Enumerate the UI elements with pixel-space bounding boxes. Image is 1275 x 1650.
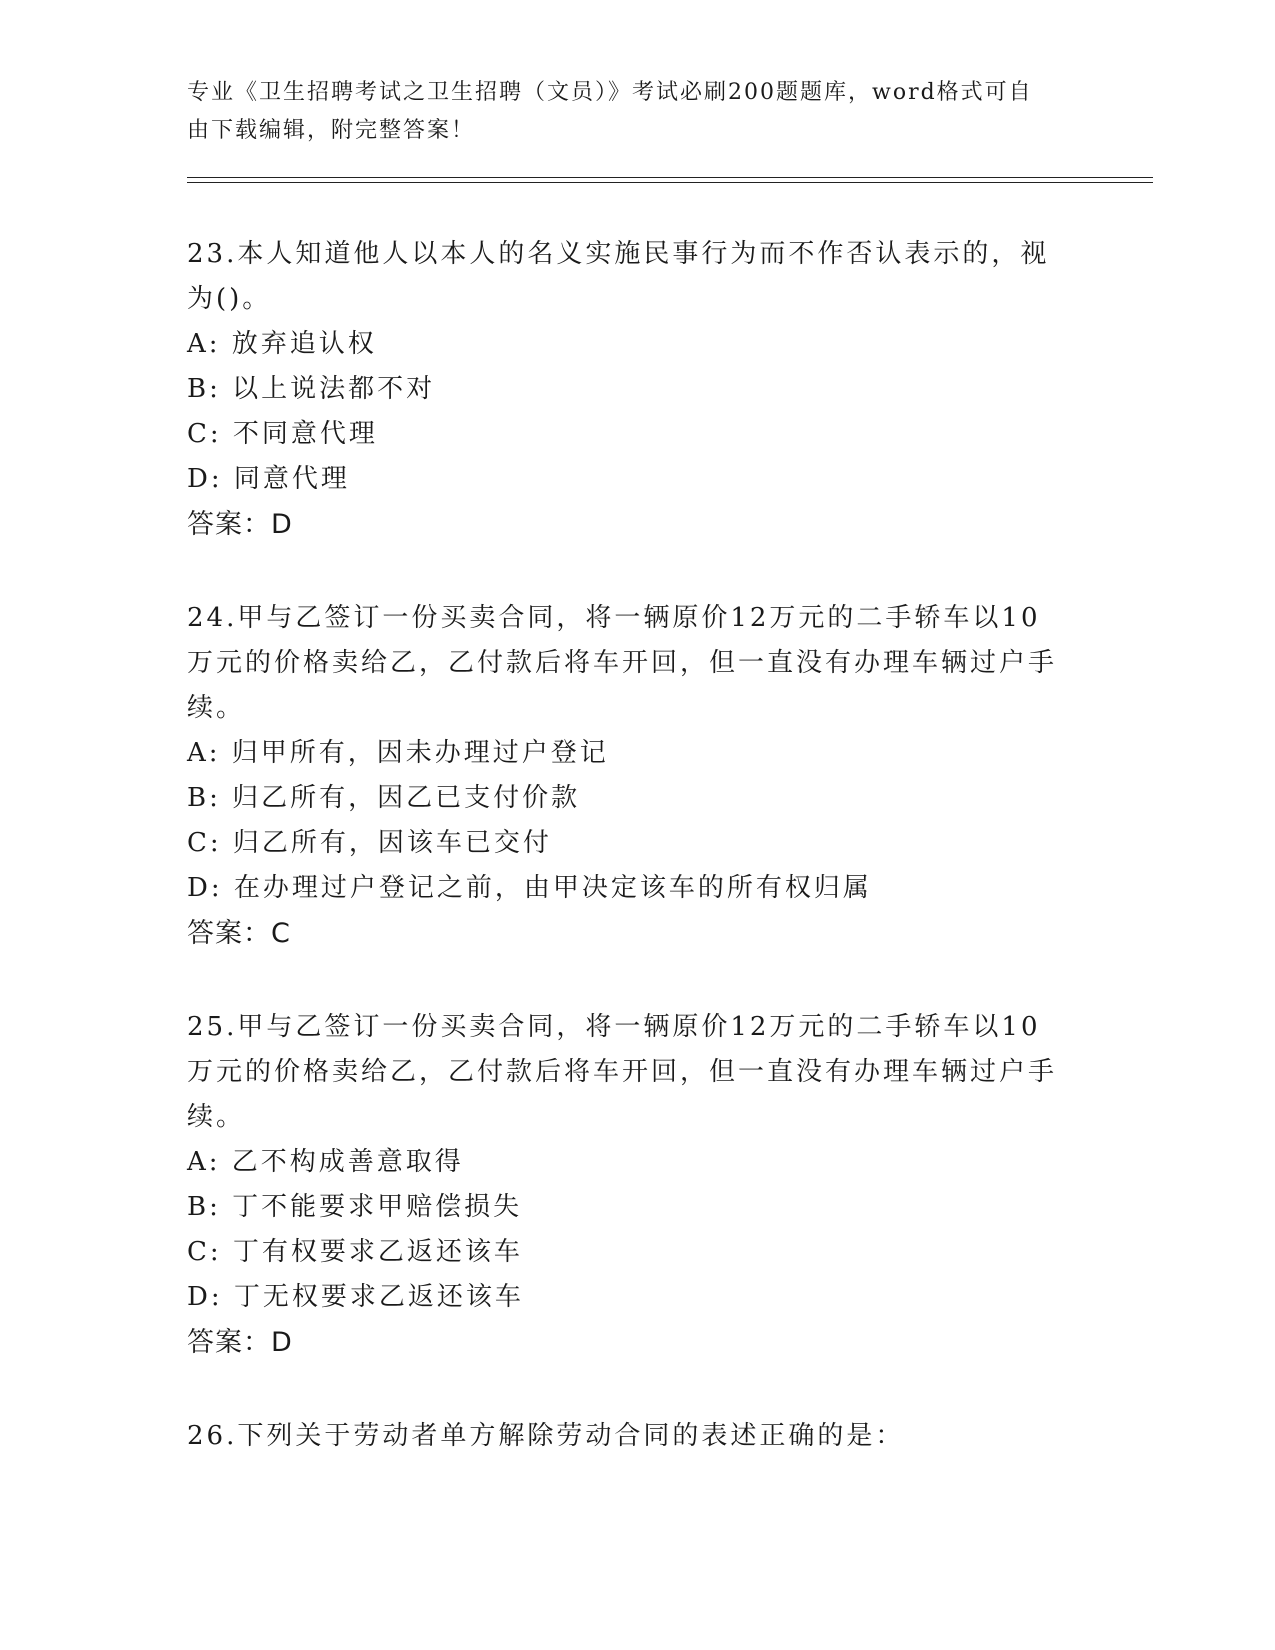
option-a: A: 放弃追认权 bbox=[187, 329, 377, 359]
question-stem: 25.甲与乙签订一份买卖合同，将一辆原价12万元的二手轿车以10万元的价格卖给乙，乙付款后将车开回，但一直没有办理车辆过户手续。 bbox=[187, 1012, 1058, 1132]
option-a: A: 乙不构成善意取得 bbox=[187, 1147, 464, 1177]
option-d: D: 丁无权要求乙返还该车 bbox=[187, 1282, 524, 1312]
header-line-2: 由下载编辑，附完整答案！ bbox=[187, 118, 476, 143]
question-25 bbox=[187, 1005, 1067, 1366]
document-header bbox=[187, 74, 1067, 150]
option-b: B: 归乙所有，因乙已支付价款 bbox=[187, 783, 581, 813]
answer-text: 答案：C bbox=[187, 918, 291, 949]
option-c: C: 归乙所有，因该车已交付 bbox=[187, 828, 552, 858]
option-d: D: 在办理过户登记之前，由甲决定该车的所有权归属 bbox=[187, 873, 872, 903]
question-stem: 26.下列关于劳动者单方解除劳动合同的表述正确的是： bbox=[187, 1421, 905, 1451]
option-a: A: 归甲所有，因未办理过户登记 bbox=[187, 738, 609, 768]
option-b: B: 以上说法都不对 bbox=[187, 374, 436, 404]
question-stem: 23.本人知道他人以本人的名义实施民事行为而不作否认表示的，视为()。 bbox=[187, 239, 1050, 314]
answer-text: 答案：D bbox=[187, 509, 293, 540]
header-line-1: 专业《卫生招聘考试之卫生招聘（文员）》考试必刷200题题库，word格式可自 bbox=[187, 80, 1033, 105]
option-c: C: 丁有权要求乙返还该车 bbox=[187, 1237, 523, 1267]
header-divider-bottom bbox=[187, 182, 1153, 183]
question-26 bbox=[187, 1414, 1067, 1459]
option-c: C: 不同意代理 bbox=[187, 419, 378, 449]
answer-text: 答案：D bbox=[187, 1327, 293, 1358]
option-d: D: 同意代理 bbox=[187, 464, 350, 494]
question-23 bbox=[187, 232, 1067, 548]
question-24 bbox=[187, 596, 1067, 957]
option-b: B: 丁不能要求甲赔偿损失 bbox=[187, 1192, 523, 1222]
question-stem: 24.甲与乙签订一份买卖合同，将一辆原价12万元的二手轿车以10万元的价格卖给乙，乙付款后将车开回，但一直没有办理车辆过户手续。 bbox=[187, 603, 1058, 723]
header-divider-top bbox=[187, 177, 1153, 178]
